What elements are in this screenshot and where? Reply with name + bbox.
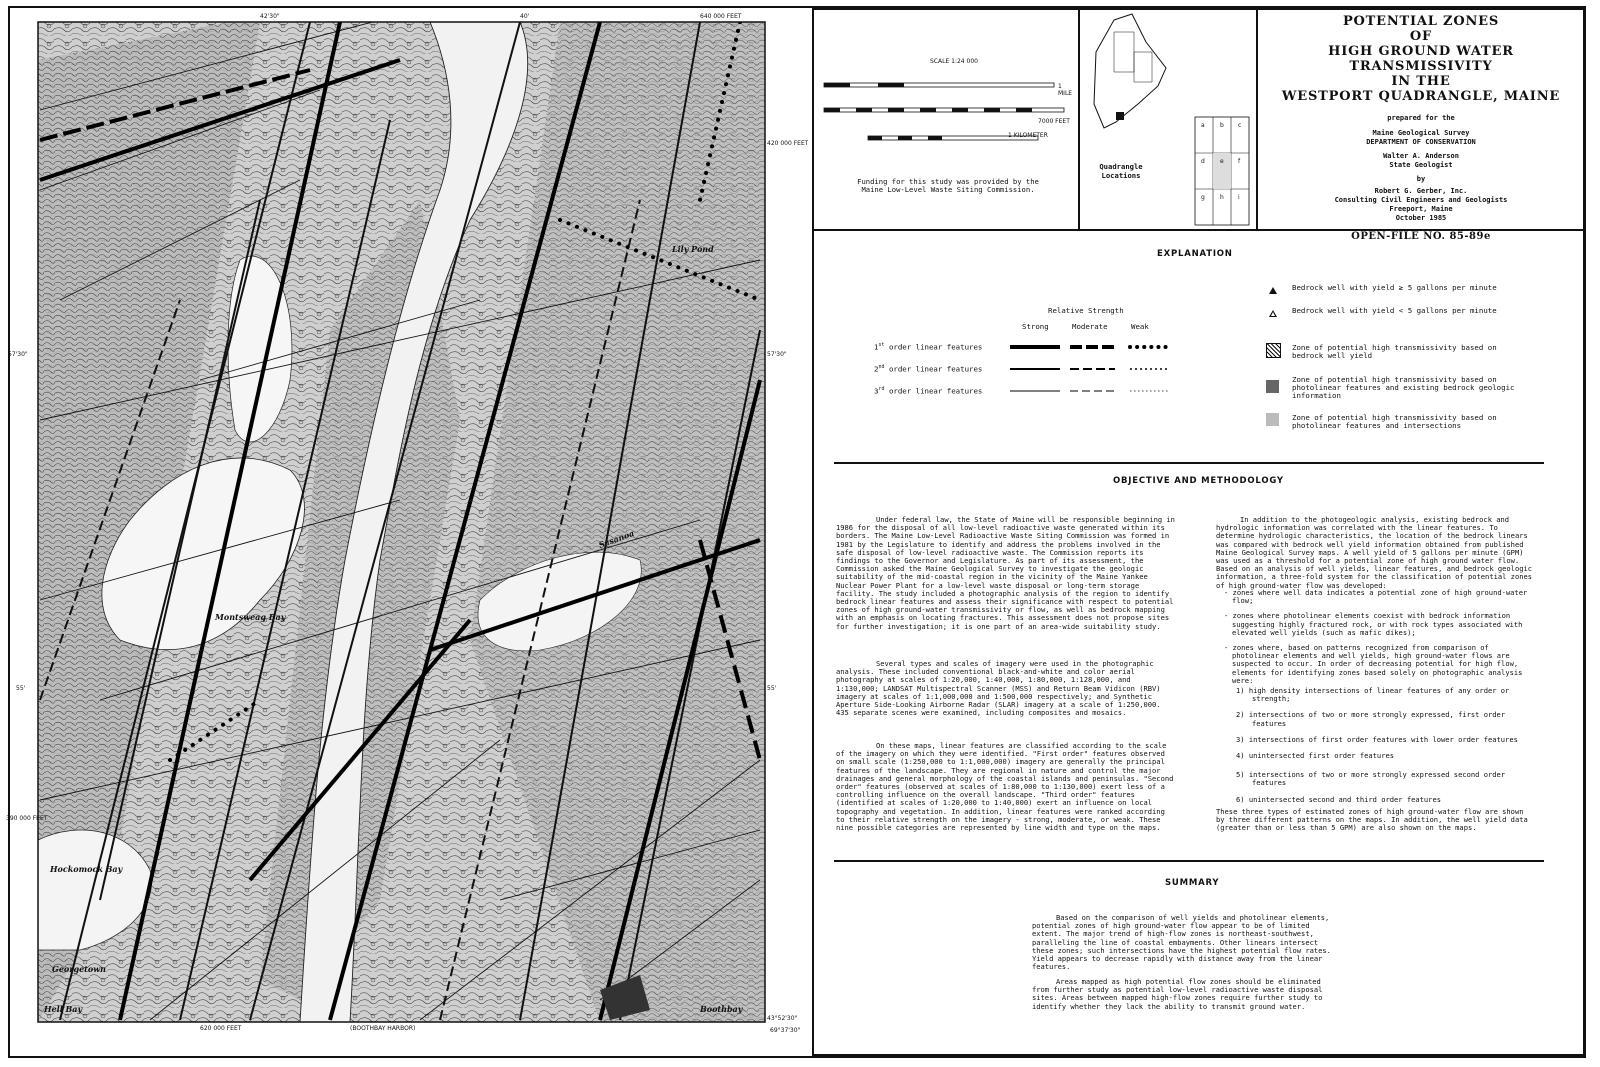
criteria-item: 1) high density intersections of linear features of any order or strength; xyxy=(1236,686,1510,704)
well-strong-label: Bedrock well with yield ≥ 5 gallons per minute xyxy=(1292,283,1497,292)
coord-label-lat-57-30-right: 57'30" xyxy=(767,351,787,358)
coord-label-lat-57-30: 57'30" xyxy=(8,351,28,358)
criteria-item: 5) intersections of two or more strongly expressed second order features xyxy=(1236,770,1506,788)
geologist-title: State Geologist xyxy=(1389,161,1453,169)
coord-label-640000: 640 000 FEET xyxy=(700,13,742,20)
zone-3-label: Zone of potential high transmissivity based on photolinear features and intersections xyxy=(1292,413,1497,430)
grid-letter-i: i xyxy=(1238,194,1240,201)
objective-para-1: Under federal law, the State of Maine will be responsible beginning in 1986 for the disposal of all low-level radioactive waste generated within its borders. The Maine Low-Level Radioactive Waste Siting Commission was formed in 1981 by the Legislature to identify and address the problems involved in the safe disposal of low-level radioactive waste. The Commission reports its findings to the Governor and Legislature. As part of its assessment, the Commission asked the Maine Geological Survey to investigate the geologic suitability of the mid-coastal region in the vicinity of the Maine Yankee Nuclear Power Plant for a low-level waste disposal or long-term storage facility. The study included a photographic analysis of the region to identify bedrock linear features and assess their significance with respect to potential zones of high ground-water transmissivity or flow, as well as bedrock mapping with an emphasis on locating fractures. This assessment does not propose sites for further investigation; it is one part of an area-wide suitability study. xyxy=(836,515,1180,631)
coord-label-lat-55-right: 55' xyxy=(767,685,777,692)
coord-label-620000: 620 000 FEET xyxy=(200,1025,242,1032)
author-city: Freeport, Maine xyxy=(1389,205,1453,213)
objective-para-2: Several types and scales of imagery were used in the photographic analysis. These included conventional black-and-white and color aerial photography at scales of 1:20,000, 1:40,000, 1:80,000, 1:128,000, and 1:130,000; LANDSAT Multispectral Scanner (MSS) and Return Beam Vidicon (RBV) imagery at scales of 1:1,000,000 and 1:500,000 respectively; and Synthetic Aperture Side-Looking Airborne Radar (SLAR) imagery at a scale of 1:250,000. 435 separate scenes were examined, including composites and mosaics. xyxy=(836,659,1165,718)
scale-km-label: 1 KILOMETER xyxy=(1008,132,1048,139)
title-block xyxy=(1260,14,1582,242)
grid-letter-g: g xyxy=(1201,194,1205,201)
locator-box xyxy=(1082,12,1254,224)
title-line-2: OF xyxy=(1409,29,1433,44)
quadrangle-locations-label: Quadrangle Locations xyxy=(1099,162,1143,180)
well-weak-label: Bedrock well with yield < 5 gallons per minute xyxy=(1292,306,1497,315)
report-date: October 1985 xyxy=(1395,214,1447,222)
zone-type-item: - zones where well data indicates a potential zone of high ground-water flow; xyxy=(1224,588,1528,606)
coord-label-lat-corner: 43°52'30" xyxy=(767,1015,798,1022)
summary-heading: SUMMARY xyxy=(1165,878,1220,888)
grid-letter-h: h xyxy=(1220,194,1224,201)
coord-label-420000: 420 000 FEET xyxy=(767,140,808,147)
prepared-for: prepared for the xyxy=(1387,114,1455,122)
title-line-3: HIGH GROUND WATER TRANSMISSIVITY xyxy=(1328,44,1514,74)
department: DEPARTMENT OF CONSERVATION xyxy=(1366,138,1476,146)
objective-para-4: In addition to the photogeologic analysis, existing bedrock and hydrologic information was correlated with the linear features. To determine hydrologic characteristics, the location of the bedrock linears was compared with bedrock well yield information obtained from published Maine Geological Survey maps. A well yield of 5 gallons per minute (GPM) was used as a threshold for a potential zone of high ground water flow. Based on an analysis of well yields, linear features, and bedrock geologic information, a three-fold system for the classification of potential zones of high ground-water flow was developed: xyxy=(1216,515,1537,590)
explanation-heading: EXPLANATION xyxy=(1157,249,1233,259)
map-label-montsweag: Montsweag Bay xyxy=(215,612,286,622)
coord-label-390000: 390 000 FEET xyxy=(6,815,48,822)
scale-feet-label: 7000 FEET xyxy=(1038,118,1070,125)
coord-label-lat-55: 55' xyxy=(16,685,26,692)
criteria-item: 2) intersections of two or more strongly expressed, first order features xyxy=(1236,710,1506,728)
objective-para-5: These three types of estimated zones of high ground-water flow are shown by three different patterns on the maps. In addition, the well yield data (greater than or less than 5 GPM) are also shown on the maps. xyxy=(1216,807,1533,833)
relative-strength-label: Relative Strength xyxy=(1048,306,1124,315)
objective-heading: OBJECTIVE AND METHODOLOGY xyxy=(1113,476,1284,486)
zone-3-swatch xyxy=(1266,413,1279,426)
grid-letter-b: b xyxy=(1220,122,1224,129)
map-label-hell-bay: Hell Bay xyxy=(44,1004,83,1014)
criteria-item: 4) unintersected first order features xyxy=(1236,751,1395,761)
geologist-name: Walter A. Anderson xyxy=(1383,152,1459,160)
author-desc: Consulting Civil Engineers and Geologists xyxy=(1334,196,1508,204)
well-strong-icon xyxy=(1269,287,1277,294)
coord-label-lon-40: 40' xyxy=(520,13,530,20)
order-3-label: 3rd order linear features xyxy=(874,386,983,396)
open-file-number: OPEN-FILE NO. 85-89e xyxy=(1351,231,1491,242)
criteria-item: 3) intersections of first order features with lower order features xyxy=(1236,734,1518,744)
strength-col-weak: Weak xyxy=(1131,322,1149,331)
scale-bars xyxy=(818,68,1074,158)
zone-type-list xyxy=(1216,589,1534,692)
scale-title: SCALE 1:24 000 xyxy=(930,58,978,65)
grid-letter-e: e xyxy=(1220,158,1224,165)
grid-letter-a: a xyxy=(1201,122,1205,129)
title-line-4: IN THE xyxy=(1391,74,1451,89)
map-label-sasanoa: Sasanoa xyxy=(597,527,636,550)
map-label-boothbay: Boothbay xyxy=(700,1004,743,1014)
scale-box xyxy=(818,12,1074,224)
summary-para-2: Areas mapped as high potential flow zones should be eliminated from further study as potential low-level radioactive waste disposal sites. Areas between mapped high-flow zones require further study to identify whether they lack the ability to transmit ground water. xyxy=(1032,977,1327,1011)
strength-col-strong: Strong xyxy=(1022,322,1049,331)
title-line-1: POTENTIAL ZONES xyxy=(1342,14,1500,29)
linear-feature-legend xyxy=(1005,335,1175,395)
summary-para-1: Based on the comparison of well yields and photolinear elements, potential zones of high ground-water flow appear to be of limited extent. The major trend of high-flow zones is northeast-southwest, paralleling the line of coastal embayments. Other linears intersect these zones; such intersections have the highest potential flow rates. Yield appears to decrease rapidly with distance away from the linear features. xyxy=(1032,913,1336,972)
coord-label-lon-42-30: 42'30" xyxy=(260,13,280,20)
zone-type-item: - zones where, based on patterns recognized from comparison of photolinear elements and well yields, high ground-water flows are suspected to occur. In order of decreasing potential for high flow, elements for identifying zones based solely on photographic analysis were: xyxy=(1224,643,1523,685)
grid-letter-d: d xyxy=(1201,158,1205,165)
margin-note-boothbay-harbor: (BOOTHBAY HARBOR) xyxy=(350,1025,416,1032)
zone-type-item: - zones where photolinear elements coexist with bedrock information suggesting highly fractured rock, or with rock types associated with elevated well yields (such as mafic dikes); xyxy=(1224,611,1523,637)
criteria-item: 6) unintersected second and third order features xyxy=(1236,794,1441,804)
grid-letter-f: f xyxy=(1238,158,1241,165)
zone-2-label: Zone of potential high transmissivity based on photolinear features and existing bedrock geologic information xyxy=(1292,375,1515,400)
maine-locator-map xyxy=(1086,12,1176,132)
funding-note: Funding for this study was provided by the Maine Low-Level Waste Siting Commission. xyxy=(857,177,1039,195)
grid-letter-c: c xyxy=(1238,122,1242,129)
order-1-label: 1st order linear features xyxy=(874,342,983,352)
map-label-georgetown: Georgetown xyxy=(52,964,106,974)
author: Robert G. Gerber, Inc. xyxy=(1374,187,1468,195)
by-label: by xyxy=(1416,175,1426,183)
title-line-5: WESTPORT QUADRANGLE, MAINE xyxy=(1281,89,1561,104)
map-label-lily-pond: Lily Pond xyxy=(672,244,714,254)
criteria-list xyxy=(1236,687,1532,811)
zone-1-label: Zone of potential high transmissivity based on bedrock well yield xyxy=(1292,343,1497,360)
objective-para-3: On these maps, linear features are classified according to the scale of the imagery on which they were identified. "First order" features observed on small scale (1:250,000 to 1:1,000,000) imagery are generally the principal features of the landscape. They are regional in nature and control the major drainages and general morphology of the coastal islands and peninsulas. "Second order" features (observed at scales of 1:80,000 to 1:130,000) exert less of a controlling influence on the overall landscape. "Third order" features (identified at scales of 1:20,000 to 1:40,000) exert an influence on local topography and vegetation. In addition, linear features were ranked according to their relative strength on the imagery - strong, moderate, or weak. These nine possible categories are represented by line width and type on the maps. xyxy=(836,741,1178,833)
order-2-label: 2nd order linear features xyxy=(874,364,983,374)
coord-label-lon-corner: 69°37'30" xyxy=(770,1027,801,1034)
zone-1-swatch xyxy=(1266,343,1281,358)
strength-col-moderate: Moderate xyxy=(1072,322,1108,331)
map-label-hockomock: Hockomock Bay xyxy=(50,864,123,874)
zone-2-swatch xyxy=(1266,380,1279,393)
scale-miles-label: 1 MILE xyxy=(1058,83,1073,97)
agency: Maine Geological Survey xyxy=(1372,129,1470,137)
well-weak-icon xyxy=(1269,310,1277,317)
